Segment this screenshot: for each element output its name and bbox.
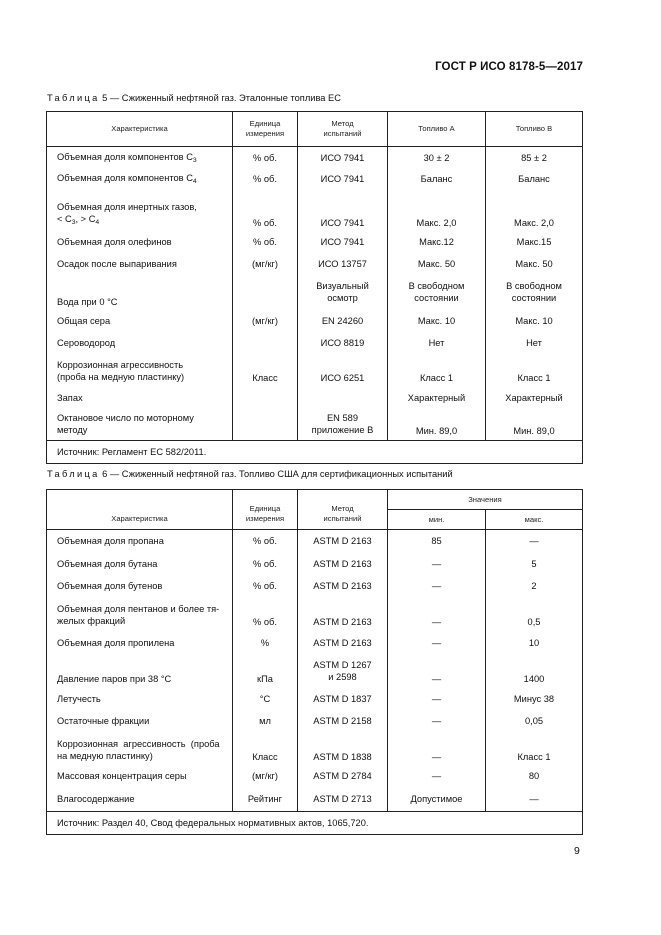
row-method: ASTM D 2163 <box>298 631 388 655</box>
table6-header-method-text: Метод испытаний <box>323 504 362 523</box>
table-row <box>47 766 583 787</box>
row-name: Вода при 0 °С <box>57 296 118 307</box>
row-min: — <box>388 710 486 732</box>
table5-caption-num: 5 <box>102 93 108 103</box>
row-fuel-a: Характерный <box>388 387 486 409</box>
row-fuel-b: Макс. 2,0 <box>486 190 583 232</box>
row-method: ASTM D 2163 <box>298 553 388 575</box>
row-fuel-a: Макс.12 <box>388 232 486 253</box>
row-method: ИСО 8819 <box>298 332 388 354</box>
row-name: Объемная доля бутенов <box>57 580 163 591</box>
row-method: ASTM D 2158 <box>298 710 388 732</box>
table5-header-characteristic: Характеристика <box>47 112 233 147</box>
row-name: Массовая концентрация серы <box>57 771 187 781</box>
row-method: Визуальный осмотр <box>298 276 388 310</box>
table6-header-values: Значения <box>388 490 583 510</box>
row-min: — <box>388 766 486 787</box>
row-max: 2 <box>486 575 583 597</box>
row-min: — <box>388 631 486 655</box>
row-name: Летучесть <box>57 693 101 704</box>
row-method: ИСО 7941 <box>298 147 388 169</box>
page-number: 9 <box>574 845 580 857</box>
table5-caption-text: — Сжиженный нефтяной газ. Эталонные топлива ЕС <box>109 93 341 103</box>
row-min: — <box>388 732 486 766</box>
row-fuel-b: 85 ± 2 <box>486 147 583 169</box>
row-max: Класс 1 <box>486 732 583 766</box>
row-max: 0,5 <box>486 597 583 631</box>
row-min: — <box>388 688 486 710</box>
row-max: — <box>486 530 583 553</box>
table-row <box>47 190 583 232</box>
row-fuel-b: В свободном состоянии <box>486 276 583 310</box>
table6-header-unit-text: Единица измерения <box>245 504 285 523</box>
table-row <box>47 387 583 409</box>
row-method: ASTM D 2163 <box>298 530 388 553</box>
row-unit: Рейтинг <box>233 787 298 812</box>
row-min: Допустимое <box>388 787 486 812</box>
row-name: Коррозионная агрессивность (проба на медную пластинку) <box>57 359 185 382</box>
row-max: 5 <box>486 553 583 575</box>
row-method: EN 24260 <box>298 310 388 332</box>
row-max: 10 <box>486 631 583 655</box>
row-name: Объемная доля пентанов и более тя- желых фракций <box>57 603 220 626</box>
row-unit <box>233 276 298 310</box>
table-row <box>47 276 583 310</box>
row-method: ASTM D 1267 и 2598 <box>298 655 388 688</box>
row-min: — <box>388 655 486 688</box>
row-method: ASTM D 1837 <box>298 688 388 710</box>
row-min: 85 <box>388 530 486 553</box>
row-name: Остаточные фракции <box>57 715 150 726</box>
table6-header-min: мин. <box>388 510 486 530</box>
row-max: 1400 <box>486 655 583 688</box>
row-name: Коррозионная агрессивность (проба на медную пластинку) <box>57 738 220 761</box>
table-row <box>47 232 583 253</box>
table5-caption <box>47 93 341 103</box>
row-method: ИСО 7941 <box>298 169 388 190</box>
table6-caption-num: 6 <box>102 469 108 479</box>
table-row <box>47 310 583 332</box>
table6-header-max: макс. <box>486 510 583 530</box>
row-fuel-b: Нет <box>486 332 583 354</box>
row-unit: (мг/кг) <box>233 253 298 276</box>
table5-header-fuel-a: Топливо А <box>388 112 486 147</box>
table-row <box>47 710 583 732</box>
table5-caption-prefix: Таблица <box>47 93 100 103</box>
row-method: ИСО 7941 <box>298 232 388 253</box>
row-unit: % об. <box>233 232 298 253</box>
row-max: 80 <box>486 766 583 787</box>
row-min: — <box>388 553 486 575</box>
row-fuel-a: Баланс <box>388 169 486 190</box>
row-fuel-a: Класс 1 <box>388 354 486 387</box>
row-name: Объемная доля компонентов $C_4$ <box>57 173 197 185</box>
table6-source-row <box>47 812 583 835</box>
row-unit: кПа <box>233 655 298 688</box>
row-unit: Класс <box>233 732 298 766</box>
row-fuel-a: Мин. 89,0 <box>388 409 486 441</box>
table-row <box>47 631 583 655</box>
row-unit: % <box>233 631 298 655</box>
row-fuel-a: Макс. 10 <box>388 310 486 332</box>
table5-header-method-text: Метод испытаний <box>323 119 362 138</box>
row-fuel-b: Макс. 50 <box>486 253 583 276</box>
row-unit: °С <box>233 688 298 710</box>
row-fuel-a: 30 ± 2 <box>388 147 486 169</box>
table6-caption <box>47 469 453 479</box>
row-unit: (мг/кг) <box>233 766 298 787</box>
row-fuel-a: Макс. 2,0 <box>388 190 486 232</box>
row-name: Сероводород <box>57 337 116 348</box>
table5-header-fuel-b: Топливо В <box>486 112 583 147</box>
row-fuel-b: Класс 1 <box>486 354 583 387</box>
table6-caption-prefix: Таблица <box>47 469 100 479</box>
table6-header-unit <box>233 490 298 530</box>
row-name: Влагосодержание <box>57 793 135 804</box>
table5-source: Источник: Регламент ЕС 582/2011. <box>47 441 583 464</box>
row-unit: % об. <box>233 147 298 169</box>
table5-source-row <box>47 441 583 464</box>
table5-header-unit <box>233 112 298 147</box>
row-unit <box>233 332 298 354</box>
table-row <box>47 409 583 441</box>
row-unit <box>233 387 298 409</box>
table5-header-method <box>298 112 388 147</box>
table-row <box>47 732 583 766</box>
table6-caption-text: — Сжиженный нефтяной газ. Топливо США для сертификационных испытаний <box>109 469 453 479</box>
row-method <box>298 387 388 409</box>
row-method: ИСО 7941 <box>298 190 388 232</box>
table6-header-method <box>298 490 388 530</box>
row-unit: % об. <box>233 190 298 232</box>
table-row <box>47 147 583 169</box>
row-name: Запах <box>57 392 83 403</box>
table-row <box>47 597 583 631</box>
table-row <box>47 655 583 688</box>
row-name: Давление паров при 38 °С <box>57 673 172 684</box>
row-fuel-b: Мин. 89,0 <box>486 409 583 441</box>
row-method: EN 589 приложение В <box>298 409 388 441</box>
table-row <box>47 553 583 575</box>
row-method: ASTM D 2713 <box>298 787 388 812</box>
row-fuel-b: Макс. 10 <box>486 310 583 332</box>
row-fuel-b: Характерный <box>486 387 583 409</box>
table6-source: Источник: Раздел 40, Свод федеральных нормативных актов, 1065,720. <box>47 812 583 835</box>
row-max: — <box>486 787 583 812</box>
row-method: ИСО 6251 <box>298 354 388 387</box>
row-method: ASTM D 2163 <box>298 575 388 597</box>
document-header: ГОСТ Р ИСО 8178-5—2017 <box>435 61 583 73</box>
row-name: Объемная доля пропана <box>57 536 164 547</box>
table-row <box>47 688 583 710</box>
table5-header-unit-text: Единица измерения <box>245 119 285 138</box>
row-name: Осадок после выпаривания <box>57 259 177 269</box>
row-name: Общая сера <box>57 315 111 326</box>
row-name: Объемная доля инертных газов, < $C_3$, > $C_4$ <box>57 201 197 226</box>
row-fuel-a: Нет <box>388 332 486 354</box>
row-min: — <box>388 575 486 597</box>
row-fuel-b: Макс.15 <box>486 232 583 253</box>
row-method: ИСО 13757 <box>298 253 388 276</box>
row-unit: (мг/кг) <box>233 310 298 332</box>
row-unit: Класс <box>233 354 298 387</box>
row-method: ASTM D 2163 <box>298 597 388 631</box>
row-unit: % об. <box>233 597 298 631</box>
row-method: ASTM D 2784 <box>298 766 388 787</box>
row-fuel-b: Баланс <box>486 169 583 190</box>
row-unit: мл <box>233 710 298 732</box>
row-unit: % об. <box>233 169 298 190</box>
row-name: Объемная доля компонентов $C_3$ <box>57 151 197 164</box>
row-name: Объемная доля бутана <box>57 558 158 569</box>
row-min: — <box>388 597 486 631</box>
table5 <box>46 111 583 464</box>
table-row <box>47 253 583 276</box>
table-row <box>47 575 583 597</box>
row-name: Объемная доля пропилена <box>57 637 175 648</box>
row-max: 0,05 <box>486 710 583 732</box>
row-max: Минус 38 <box>486 688 583 710</box>
row-name: Объемная доля олефинов <box>57 237 172 247</box>
table-row <box>47 787 583 812</box>
table-row <box>47 530 583 553</box>
row-unit: % об. <box>233 553 298 575</box>
row-fuel-a: В свободном состоянии <box>388 276 486 310</box>
row-method: ASTM D 1838 <box>298 732 388 766</box>
table6-header-characteristic: Характеристика <box>47 490 233 530</box>
table-row <box>47 332 583 354</box>
row-name: Октановое число по моторному методу <box>57 413 194 436</box>
row-fuel-a: Макс. 50 <box>388 253 486 276</box>
table-row <box>47 354 583 387</box>
row-unit: % об. <box>233 575 298 597</box>
table6 <box>46 489 583 835</box>
table-row <box>47 169 583 190</box>
row-unit <box>233 409 298 441</box>
row-unit: % об. <box>233 530 298 553</box>
